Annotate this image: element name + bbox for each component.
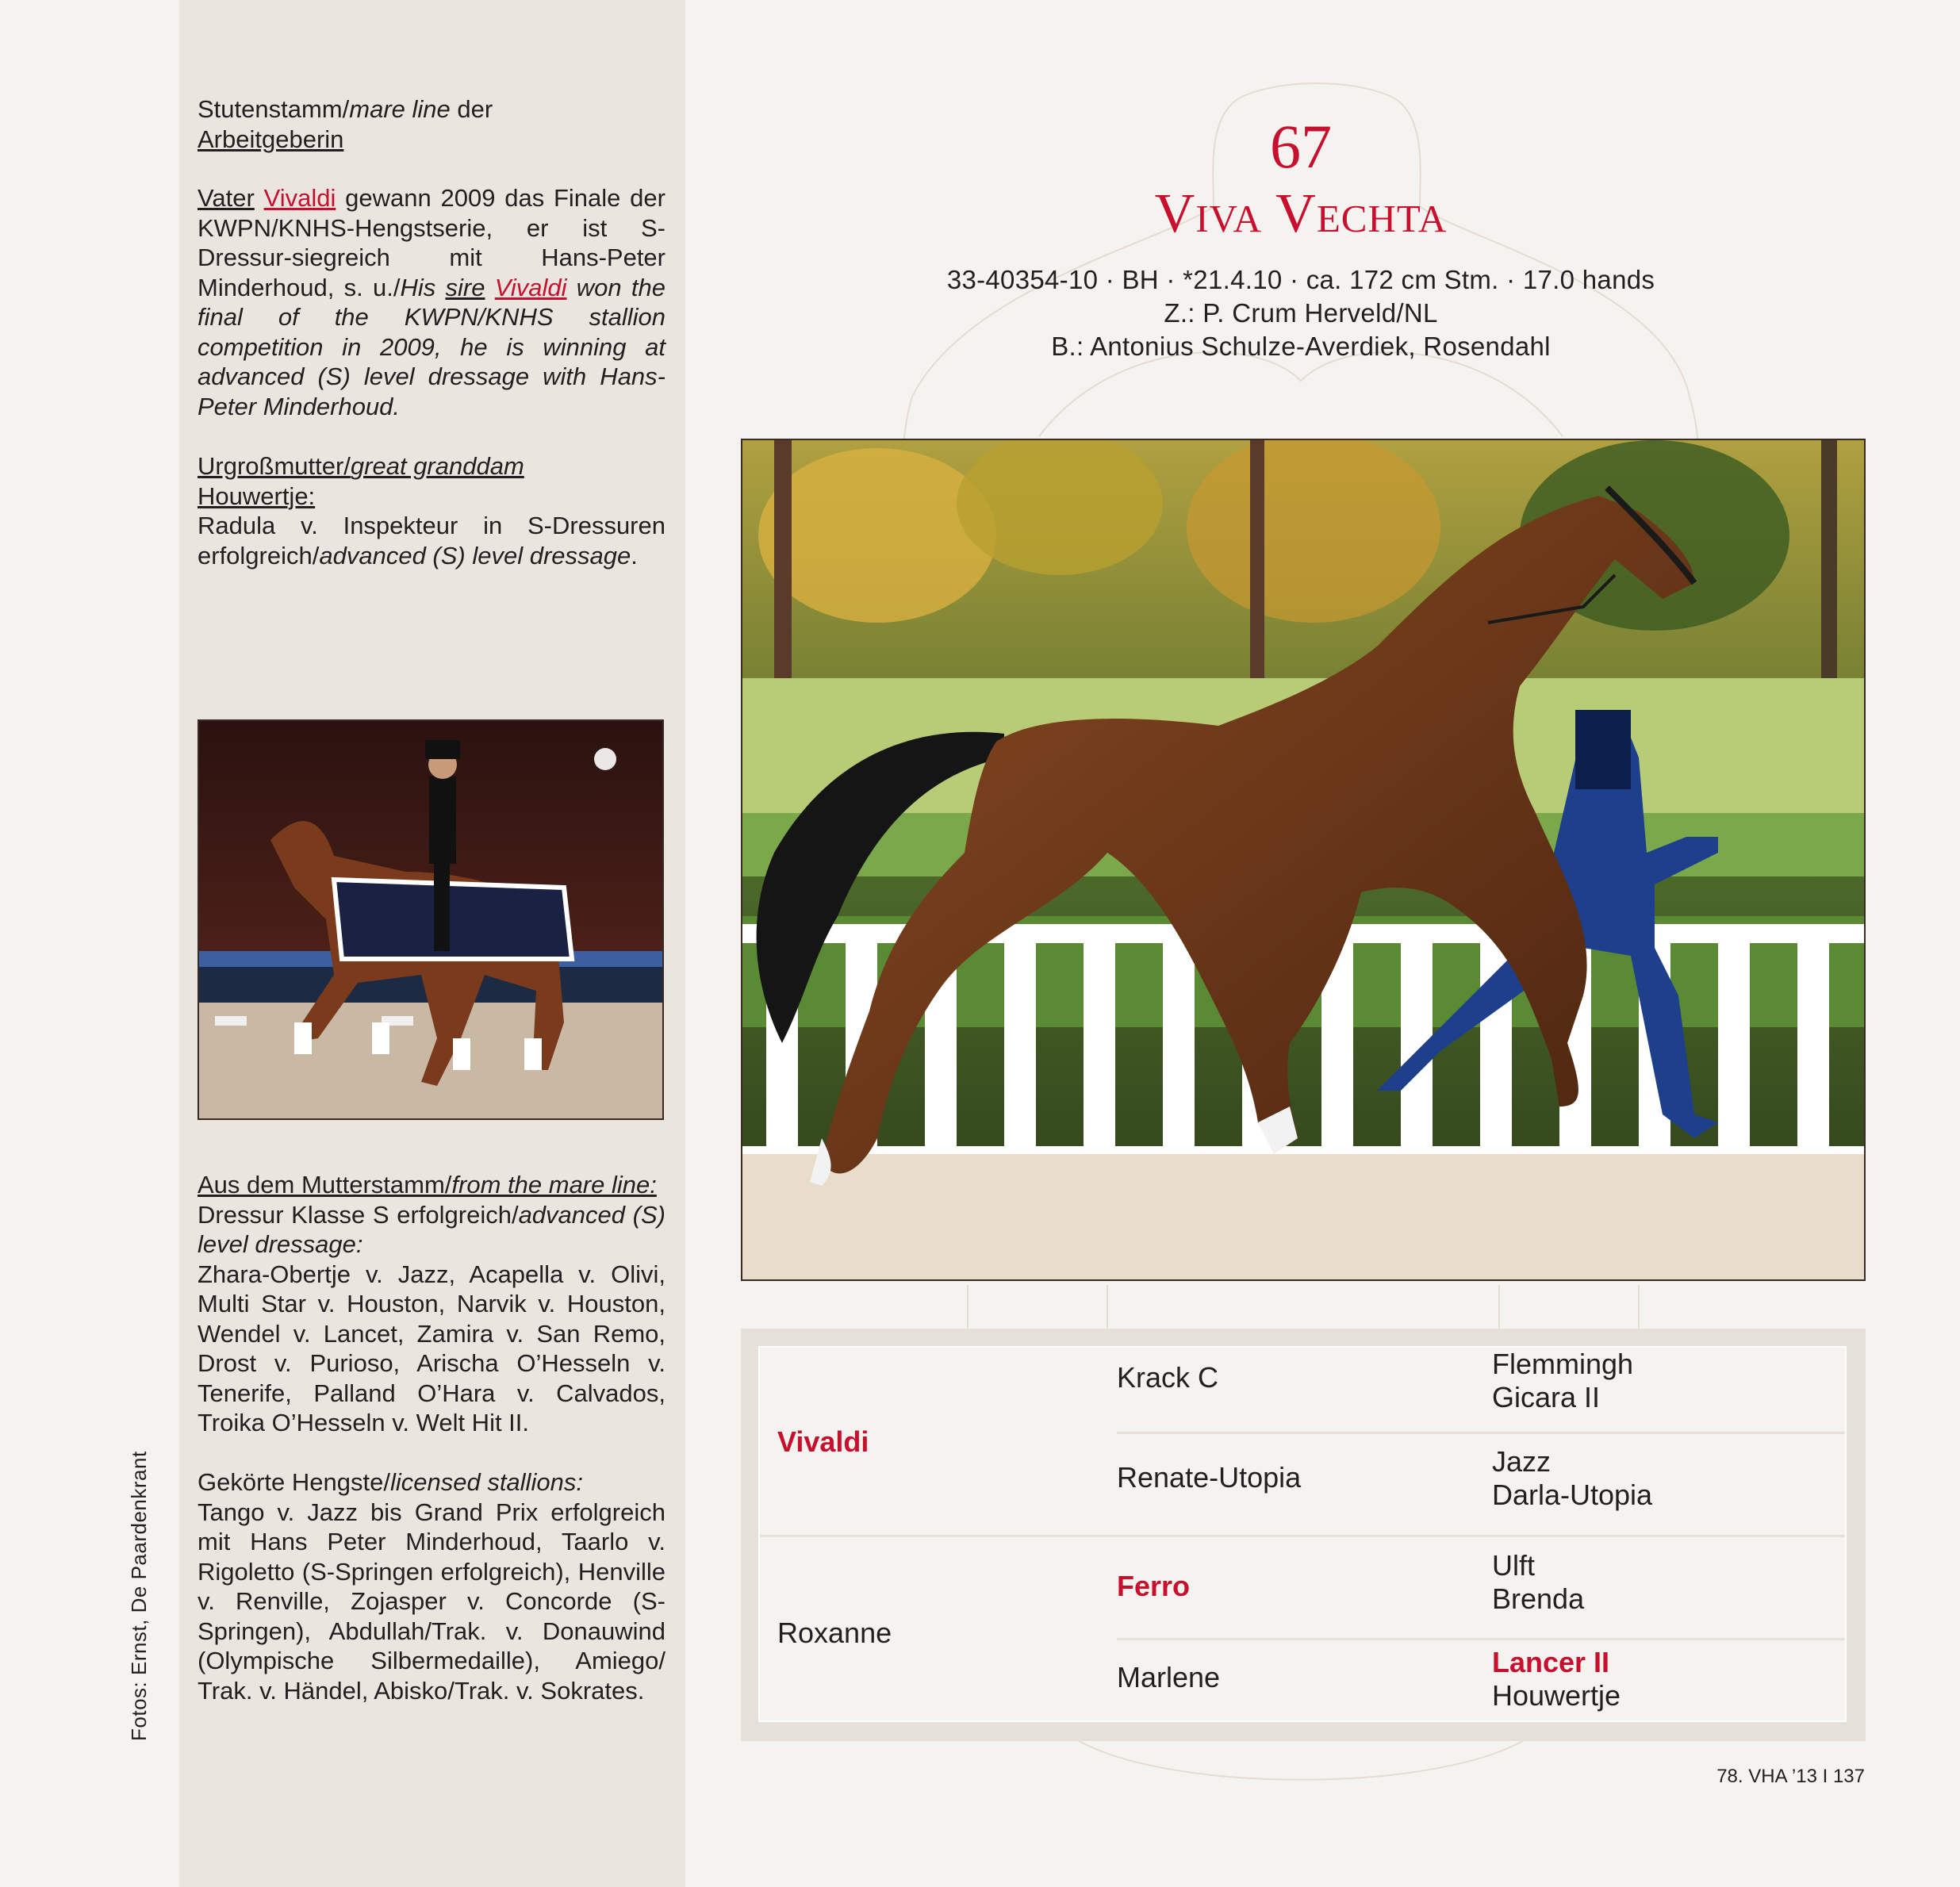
pedigree-inner (758, 1346, 1847, 1722)
g3-8: Houwertje (1492, 1679, 1621, 1712)
g3-2: Gicara II (1492, 1381, 1601, 1413)
dressage-rider-photo (198, 719, 664, 1120)
dam-sire: Ferro (1117, 1570, 1191, 1602)
sire-description: Vater Vivaldi gewann 2009 das Finale der KWPN/KNHS-Hengstserie, er ist S-Dressur-siegreich mit Hans-Peter Minderhoud, s. u./His sire Vivaldi won the final of the KWPN/KNHS stallion competition in 2009, he is winning at advanced (S) level dressage with Hans-Peter Minderhoud. (198, 184, 665, 420)
vivaldi-link-en[interactable]: Vivaldi (494, 273, 567, 301)
sire-sire: Krack C (1117, 1361, 1219, 1394)
horse-name: Viva Vechta (1154, 183, 1448, 244)
mare-line-heading: Stutenstamm/mare line der Arbeitgeberin (198, 95, 493, 153)
mare-line-description: Aus dem Mutterstamm/from the mare line: Dressur Klasse S erfolgreich/advanced (S) level dressage: Zhara-Obertje v. Jazz, Acapella v. Olivi, Multi Star v. Houston, Narvik v. Houston, Wendel v. Lancet, Zamira v. San Remo, Drost v. Purioso, Arischa O’Hesseln v. Tenerife, Palland O’Hara v. Calvados, Troika O’Hesseln v. Welt Hit II. Gekörte Hengste/licensed stallions: Tango v. Jazz bis Grand Prix erfolgreich mit Hans Peter Minderhoud, Taarlo v. Rigoletto (S-Springen erfolgreich), Henville v. Renville, Zojasper v. Concorde (S-Springen), Abdullah/Trak. v. Donauwind (Olympische Silbermedaille), Amiego/ Trak. v. Händel, Abisko/Trak. v. Sokrates. (198, 1171, 665, 1705)
great-granddam-description: Urgroßmutter/great granddam Houwertje: Radula v. Inspekteur in S-Dressuren erfolgreich/advanced (S) level dressage. (198, 452, 665, 570)
sire-dam: Renate-Utopia (1117, 1461, 1302, 1494)
g3-7: Lancer II (1492, 1646, 1610, 1678)
lot-number: 67 (1270, 112, 1332, 181)
g3-6: Brenda (1492, 1582, 1585, 1615)
g3-4: Darla-Utopia (1492, 1479, 1653, 1511)
sire-name: Vivaldi (777, 1425, 869, 1458)
breeder-line: Z.: P. Crum Herveld/NL (1164, 298, 1438, 328)
horse-photo (741, 439, 1866, 1281)
dam-dam: Marlene (1117, 1661, 1221, 1693)
horse-details: 33-40354-10 · BH · *21.4.10 · ca. 172 cm Stm. · 17.0 hands (946, 265, 1655, 294)
owner-line: B.: Antonius Schulze-Averdiek, Rosendahl (1051, 332, 1551, 361)
pedigree-table (741, 1329, 1866, 1741)
photo-credit: Fotos: Ernst, De Paardenkrant (127, 1451, 151, 1741)
dam-name: Roxanne (777, 1617, 892, 1649)
g3-3: Jazz (1492, 1445, 1552, 1478)
g3-1: Flemmingh (1492, 1348, 1634, 1380)
page-folio: 78. VHA ’13 I 137 (1716, 1766, 1865, 1787)
g3-5: Ulft (1492, 1549, 1535, 1582)
vivaldi-link[interactable]: Vivaldi (263, 184, 336, 212)
